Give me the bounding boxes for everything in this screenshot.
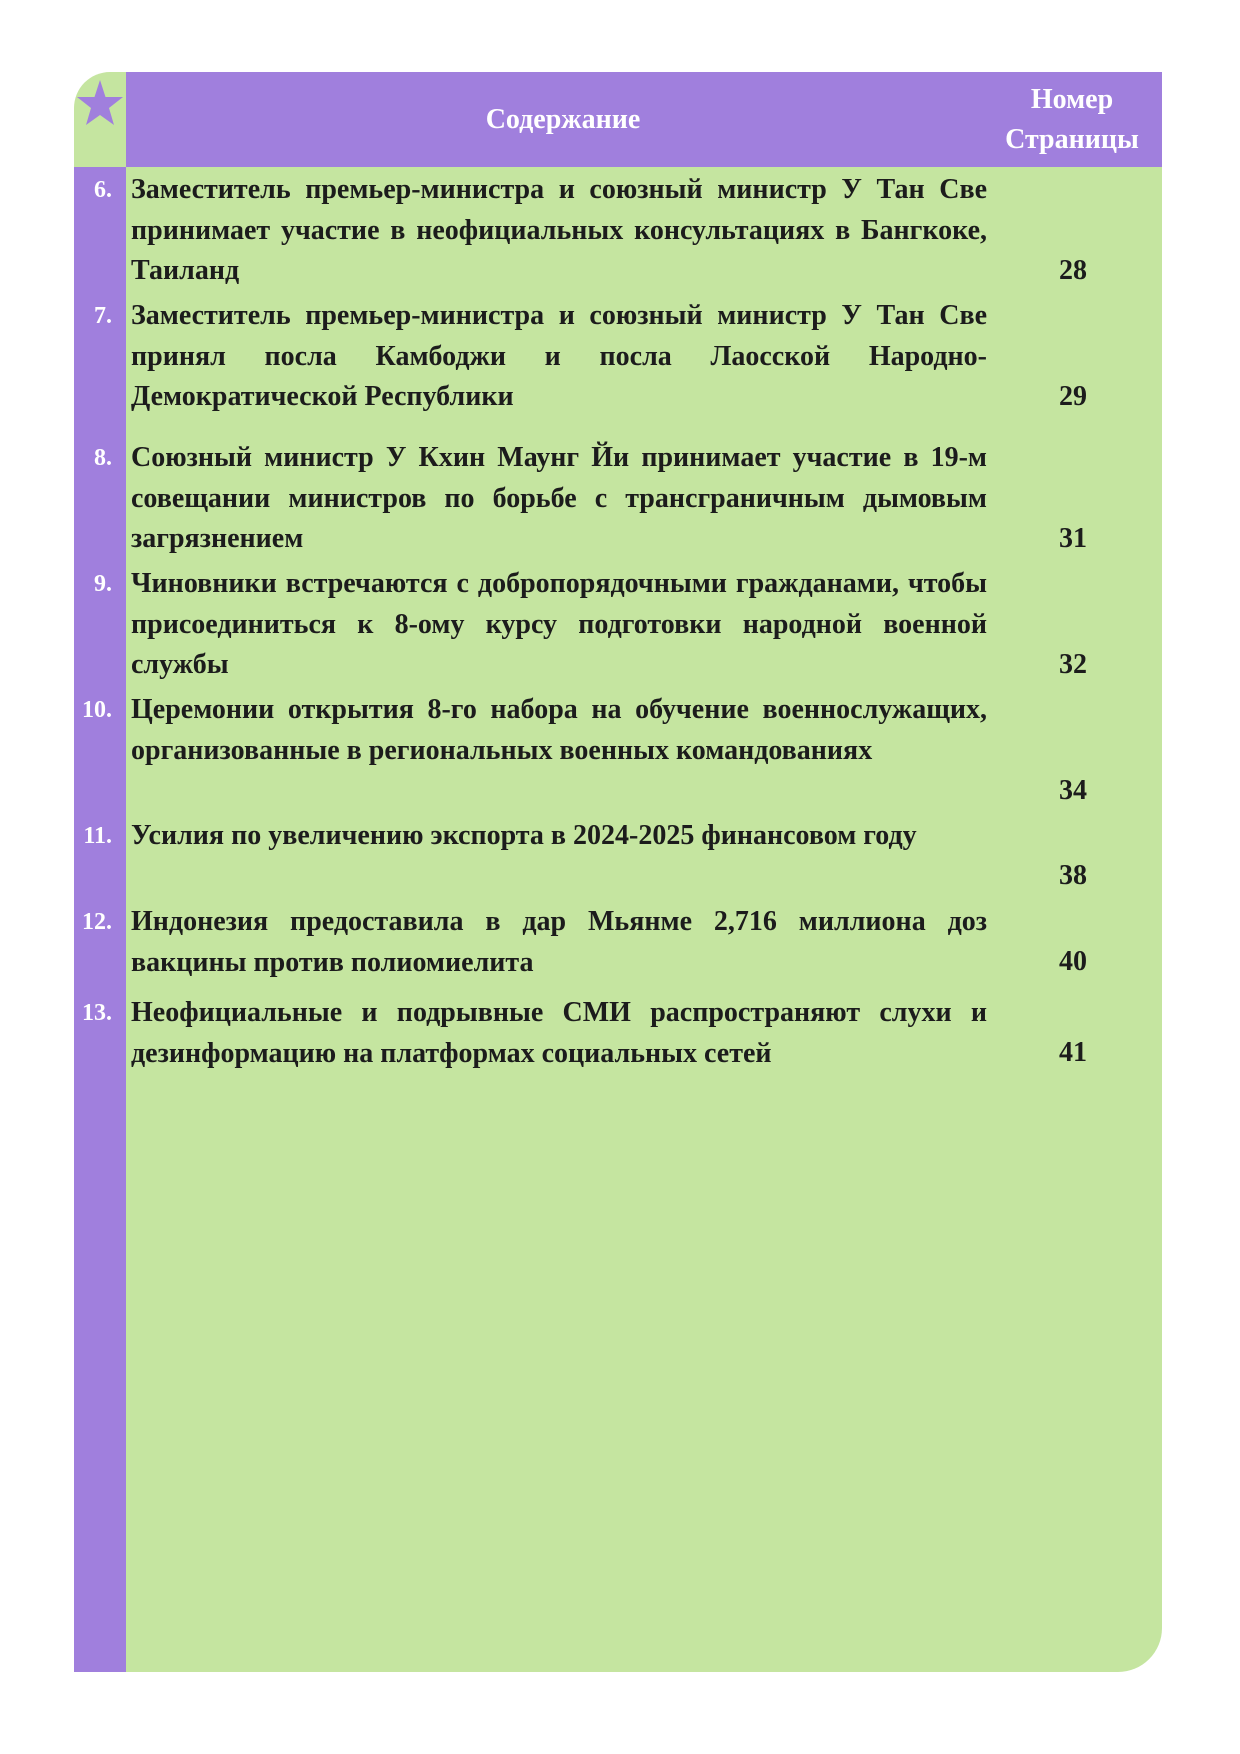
entry-number: 11. bbox=[83, 823, 112, 849]
entry-page-number: 41 bbox=[1059, 1037, 1087, 1068]
page-label-line-2: Страницы bbox=[1005, 124, 1139, 155]
entry-page-number: 34 bbox=[1059, 775, 1087, 806]
entry-title: Церемонии открытия 8-го набора на обучение военнослужащих, организованные в региональных военных командованиях bbox=[131, 694, 987, 766]
entry-page-number: 31 bbox=[1059, 523, 1087, 554]
entry-number: 8. bbox=[94, 445, 112, 471]
entry-page-number: 32 bbox=[1059, 649, 1087, 680]
entry-title: Заместитель премьер-министра и союзный министр У Тан Све принимает участие в неофициальных консультациях в Бангкоке, Таиланд bbox=[131, 174, 987, 286]
page-number-column-label bbox=[992, 80, 1152, 160]
entry-page-number: 29 bbox=[1059, 381, 1087, 412]
page-label-line-1: Номер bbox=[1030, 84, 1114, 115]
entry-title: Индонезия предоставила в дар Мьянме 2,716 миллиона доз вакцины против полиомиелита bbox=[131, 906, 987, 978]
entry-number: 10. bbox=[82, 697, 112, 723]
entry-title: Усилия по увеличению экспорта в 2024-2025 финансовом году bbox=[131, 820, 917, 851]
entry-page-number: 28 bbox=[1059, 255, 1087, 286]
entry-number: 7. bbox=[94, 303, 112, 329]
entry-number: 13. bbox=[82, 1000, 112, 1026]
entry-title: Союзный министр У Кхин Маунг Йи принимает участие в 19-м совещании министров по борьбе с трансграничным дымовым загрязнением bbox=[131, 442, 987, 554]
entry-number: 12. bbox=[82, 909, 112, 935]
toc-title: Содержание bbox=[485, 104, 641, 135]
entry-title: Чиновники встречаются с добропорядочными гражданами, чтобы присоединиться к 8-ому курсу подготовки народной военной службы bbox=[131, 568, 987, 680]
star-icon bbox=[74, 72, 126, 167]
entry-page-number: 40 bbox=[1059, 946, 1087, 977]
entry-number: 6. bbox=[94, 177, 112, 203]
entry-page-number: 38 bbox=[1059, 860, 1087, 891]
entry-title: Неофициальные и подрывные СМИ распространяют слухи и дезинформацию на платформах социальных сетей bbox=[131, 997, 987, 1069]
entry-number: 9. bbox=[94, 571, 112, 597]
entry-title: Заместитель премьер-министра и союзный министр У Тан Све принял посла Камбоджи и посла Лаосской Народно-Демократической Республики bbox=[131, 300, 987, 412]
table-of-contents bbox=[74, 72, 1162, 1672]
toc-header bbox=[126, 72, 1162, 167]
